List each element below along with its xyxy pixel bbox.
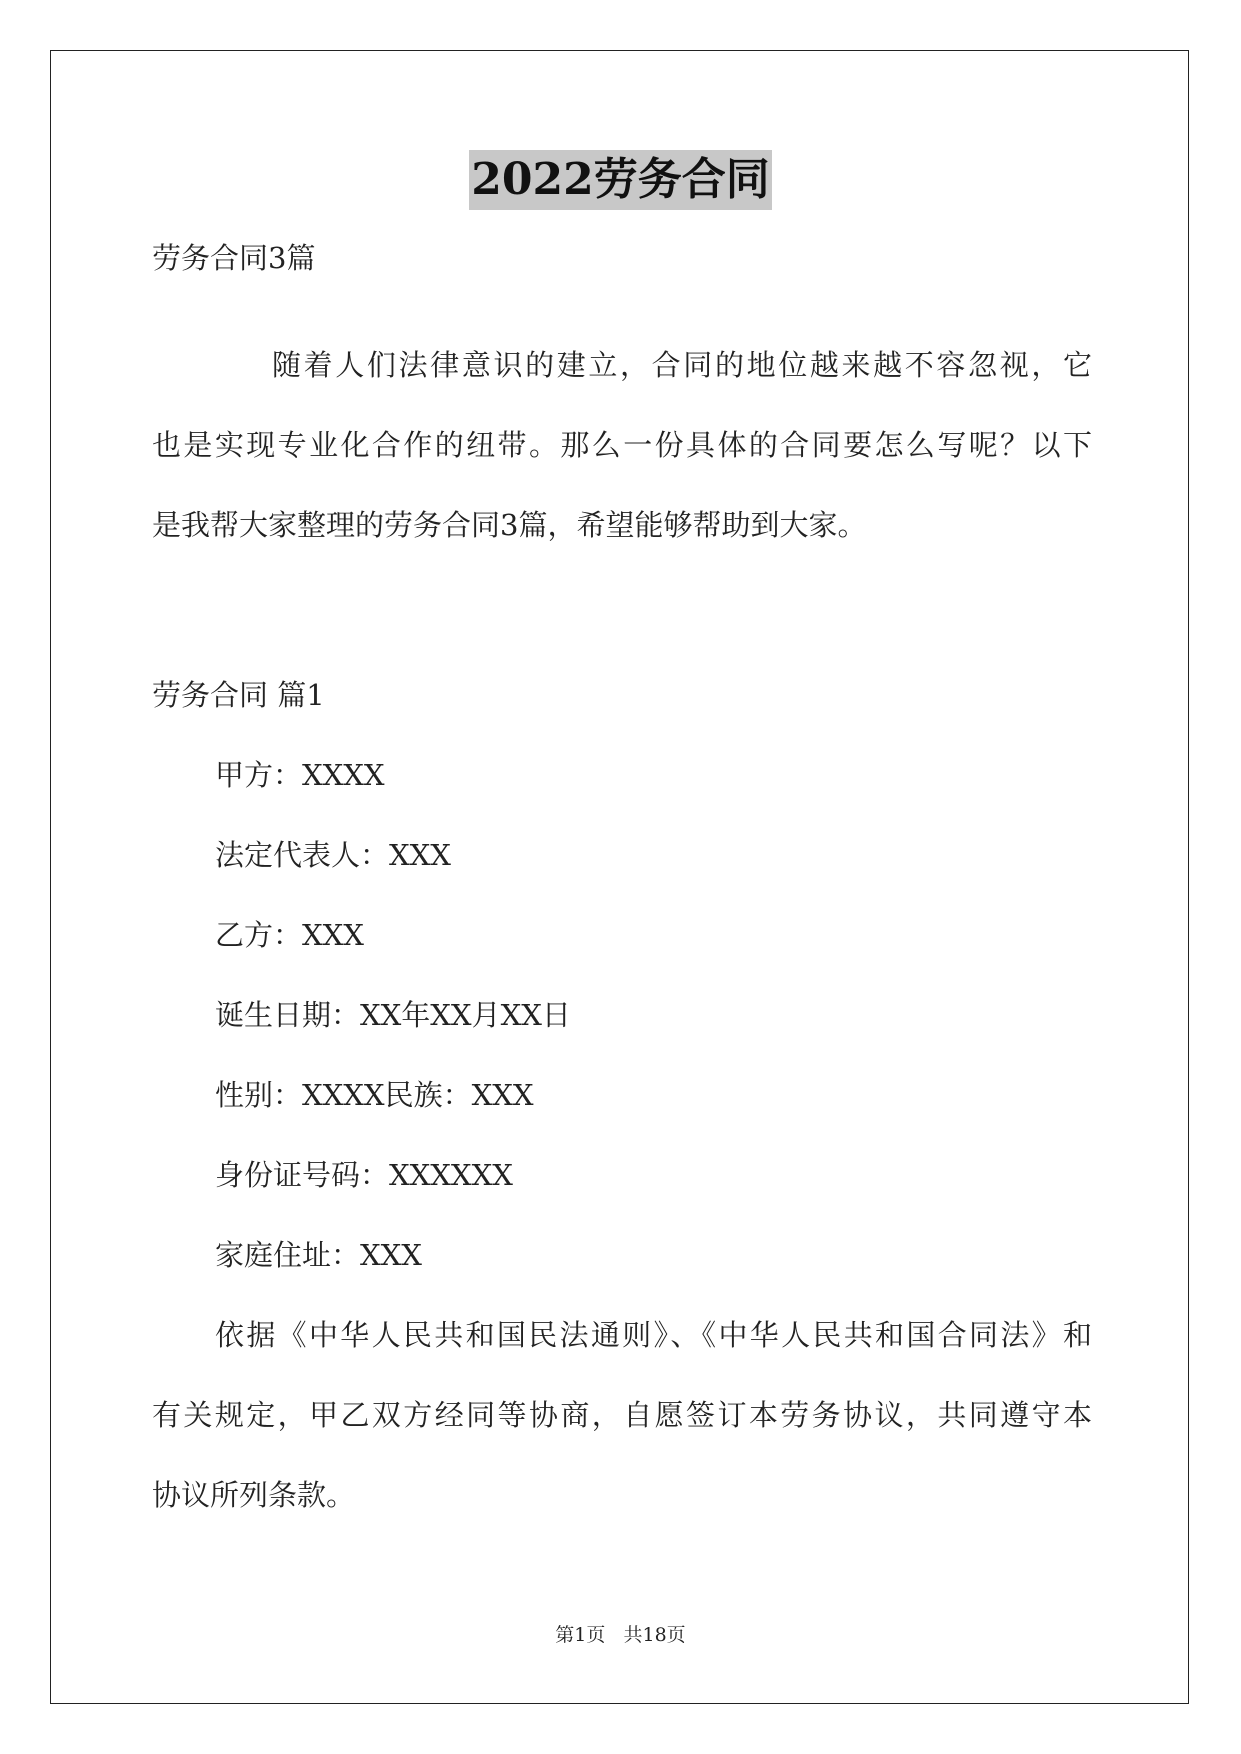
document-title: 2022劳务合同 — [469, 150, 771, 210]
intro-line-2: 也是实现专业化合作的纽带。那么一份具体的合同要怎么写呢？以下 — [152, 428, 1092, 462]
basis-line-1: 依据《中华人民共和国民法通则》、《中华人民共和国合同法》和 — [215, 1318, 1092, 1352]
intro-line-3: 是我帮大家整理的劳务合同3篇，希望能够帮助到大家。 — [152, 508, 867, 542]
field-party-b: 乙方：XXX — [215, 918, 364, 952]
intro-line-1: 随着人们法律意识的建立，合同的地位越来越不容忽视，它 — [272, 348, 1092, 382]
field-gender-ethnicity: 性别：XXXX民族：XXX — [215, 1078, 534, 1112]
title-container — [0, 150, 1241, 210]
field-address: 家庭住址：XXX — [215, 1238, 422, 1272]
basis-line-3: 协议所列条款。 — [152, 1478, 356, 1512]
field-id-number: 身份证号码：XXXXXX — [215, 1158, 513, 1192]
field-party-a: 甲方：XXXX — [215, 758, 385, 792]
field-birth-date: 诞生日期：XX年XX月XX日 — [215, 998, 571, 1032]
page-border — [50, 50, 1189, 1704]
document-subtitle: 劳务合同3篇 — [152, 241, 316, 275]
page-footer: 第1页 共18页 — [555, 1624, 686, 1646]
basis-line-2: 有关规定，甲乙双方经同等协商，自愿签订本劳务协议，共同遵守本 — [152, 1398, 1092, 1432]
section-heading: 劳务合同 篇1 — [152, 678, 325, 712]
field-legal-rep: 法定代表人：XXX — [215, 838, 451, 872]
